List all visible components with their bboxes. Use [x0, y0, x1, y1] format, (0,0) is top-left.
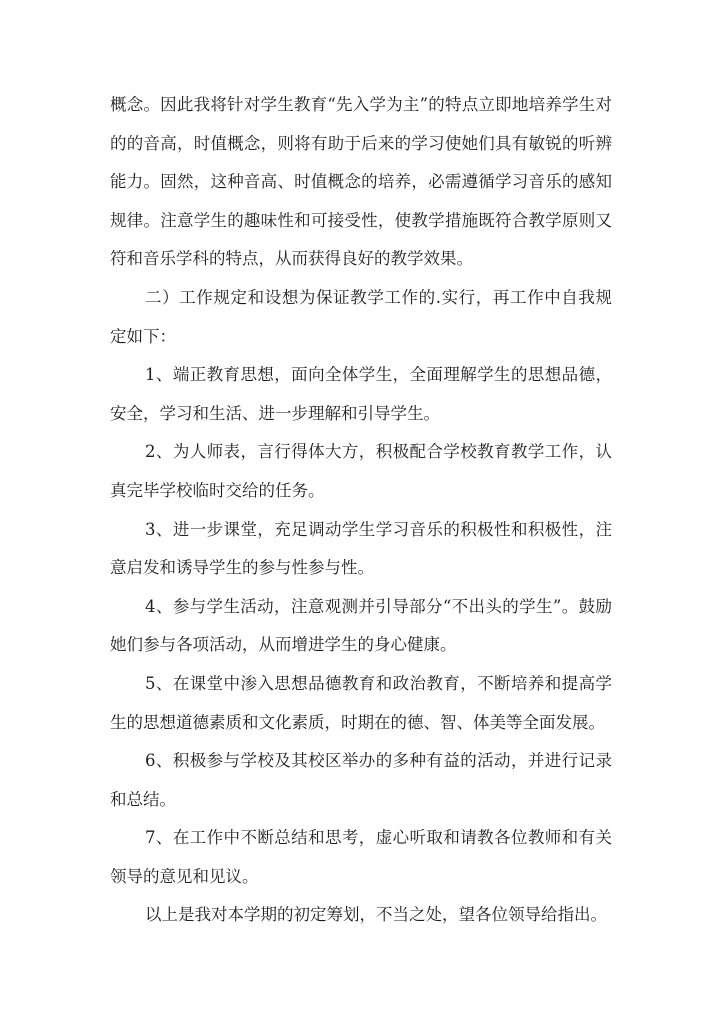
- paragraph-item-1: 1、端正教育思想，面向全体学生，全面理解学生的思想品德，安全，学习和生活、进一步理解和引导学生。: [110, 365, 612, 423]
- paragraph-item-6: 6、积极参与学校及其校区举办的多种有益的活动，并进行记录和总结。: [110, 751, 612, 809]
- paragraph-item-4: 4、参与学生活动，注意观测并引导部分“不出头的学生”。鼓励她们参与各项活动，从而增进学生的身心健康。: [110, 596, 612, 655]
- paragraph-intro-continuation: 概念。因此我将针对学生教育“先入学为主”的特点立即地培养学生对的的音高，时值概念，则将有助于后来的学习使她们具有敏锐的听辨能力。固然，这种音高、时值概念的培养，必需遵循学习音乐的感知规律。注意学生的趣味性和可接受性，使教学措施既符合教学原则又符和音乐学科的特点，从而获得良好的教学效果。: [110, 95, 612, 269]
- paragraph-section-heading: 二）工作规定和设想为保证教学工作的.实行，再工作中自我规定如下：: [110, 287, 612, 346]
- paragraph-item-7: 7、在工作中不断总结和思考，虚心听取和请教各位教师和有关领导的意见和见议。: [110, 828, 612, 886]
- paragraph-item-5: 5、在课堂中渗入思想品德教育和政治教育，不断培养和提高学生的思想道德素质和文化素质，时期在的德、智、体美等全面发展。: [110, 673, 612, 732]
- document-body: [110, 86, 612, 935]
- paragraph-item-2: 2、为人师表，言行得体大方，积极配合学校教育教学工作，认真完毕学校临时交给的任务。: [110, 442, 612, 500]
- paragraph-closing: 以上是我对本学期的初定筹划，不当之处，望各位领导给指出。: [145, 905, 607, 925]
- paragraph-item-3: 3、进一步课堂，充足调动学生学习音乐的积极性和积极性，注意启发和诱导学生的参与性参与性。: [110, 519, 612, 578]
